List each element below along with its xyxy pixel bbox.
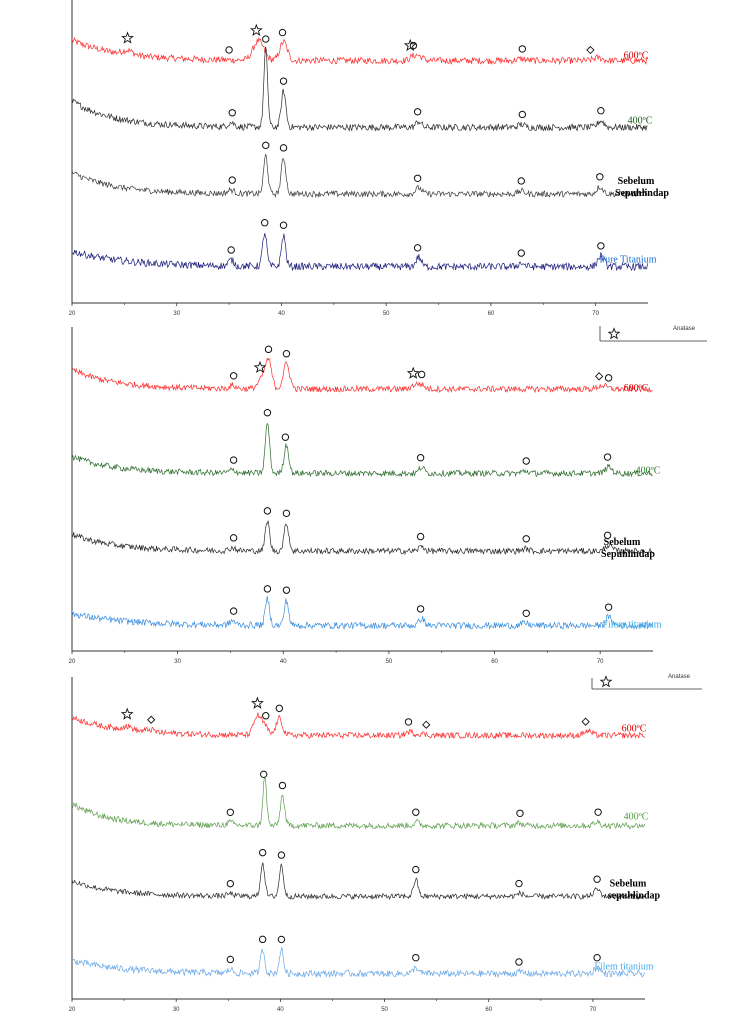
xrd-panel-1	[69, 0, 707, 341]
rutile-circle-marker	[226, 47, 232, 53]
series-1	[72, 698, 647, 739]
series-1	[72, 346, 653, 394]
rutile-circle-marker	[518, 178, 524, 184]
legend	[600, 326, 707, 341]
series-4	[72, 220, 657, 271]
rutile-circle-marker	[227, 880, 233, 886]
x-tick-label: 20	[68, 311, 76, 317]
x-tick-label: 60	[485, 1007, 493, 1013]
rutile-circle-marker	[413, 809, 419, 815]
legend-label: Anatase	[668, 674, 691, 680]
series-label: 400ºC	[627, 115, 653, 127]
rutile-circle-marker	[265, 346, 271, 352]
x-tick-label: 20	[68, 1007, 76, 1013]
diamond-marker	[596, 373, 603, 380]
series-label: 400ºC	[635, 465, 661, 477]
rutile-circle-marker	[279, 782, 285, 788]
series-4	[72, 936, 654, 977]
rutile-circle-marker	[280, 145, 286, 151]
rutile-circle-marker	[417, 533, 423, 539]
x-tick-label: 60	[487, 311, 495, 317]
series-label: 600ºC	[621, 723, 647, 735]
x-tick-label: 40	[277, 1007, 284, 1013]
rutile-circle-marker	[523, 458, 529, 464]
series-1	[72, 25, 649, 64]
rutile-circle-marker	[229, 110, 235, 116]
x-tick-label: 70	[589, 1007, 597, 1013]
series-label: Sebelum Sepuhlindap	[615, 175, 669, 199]
rutile-circle-marker	[261, 220, 267, 226]
series-line	[72, 777, 645, 828]
legend-star-icon	[609, 329, 619, 339]
series-label: Sebelum sepuhlindap	[607, 878, 661, 902]
series-3	[72, 849, 661, 901]
legend-label: Anatase	[673, 326, 696, 332]
rutile-circle-marker	[278, 936, 284, 942]
series-label: 600ºC	[623, 50, 649, 62]
rutile-circle-marker	[417, 606, 423, 612]
x-tick-label: 30	[172, 1007, 180, 1013]
anatase-star-marker	[408, 368, 418, 378]
x-tick-label: 40	[278, 311, 285, 317]
series-line	[72, 38, 648, 64]
rutile-circle-marker	[598, 108, 604, 114]
x-tick-label: 30	[173, 311, 181, 317]
rutile-circle-marker	[283, 587, 289, 593]
rutile-circle-marker	[414, 245, 420, 251]
anatase-star-marker	[251, 25, 262, 35]
rutile-circle-marker	[414, 109, 420, 115]
rutile-circle-marker	[523, 610, 529, 616]
rutile-circle-marker	[516, 880, 522, 886]
series-label: Filem titanium	[594, 961, 654, 973]
rutile-circle-marker	[413, 866, 419, 872]
rutile-circle-marker	[523, 536, 529, 542]
rutile-circle-marker	[605, 375, 611, 381]
series-2	[72, 410, 661, 477]
rutile-circle-marker	[519, 46, 525, 52]
x-tick-label: 40	[279, 659, 287, 665]
rutile-circle-marker	[519, 111, 525, 117]
rutile-circle-marker	[263, 713, 269, 719]
x-tick-label: 50	[385, 659, 393, 665]
rutile-circle-marker	[604, 454, 610, 460]
rutile-circle-marker	[230, 608, 236, 614]
rutile-circle-marker	[518, 250, 524, 256]
legend-star-icon	[601, 677, 611, 687]
series-line	[72, 233, 648, 270]
series-2	[72, 36, 653, 131]
x-tick-label: 20	[68, 659, 76, 665]
rutile-circle-marker	[279, 29, 285, 35]
series-3	[72, 142, 669, 199]
legend	[592, 674, 702, 689]
x-tick-label: 60	[491, 659, 498, 665]
rutile-circle-marker	[594, 954, 600, 960]
series-line	[72, 863, 645, 900]
anatase-star-marker	[122, 33, 132, 43]
rutile-circle-marker	[228, 247, 234, 253]
rutile-circle-marker	[417, 455, 423, 461]
diamond-marker	[587, 47, 594, 54]
series-line	[72, 713, 645, 739]
rutile-circle-marker	[405, 719, 411, 725]
rutile-circle-marker	[230, 457, 236, 463]
rutile-circle-marker	[516, 959, 522, 965]
rutile-circle-marker	[280, 78, 286, 84]
xrd-panel-2	[69, 327, 702, 689]
rutile-circle-marker	[598, 243, 604, 249]
rutile-circle-marker	[230, 373, 236, 379]
rutile-circle-marker	[227, 956, 233, 962]
diamond-marker	[582, 718, 589, 725]
diamond-marker	[423, 721, 430, 728]
rutile-circle-marker	[283, 351, 289, 357]
series-line	[72, 155, 648, 198]
rutile-circle-marker	[263, 36, 269, 42]
rutile-circle-marker	[264, 586, 270, 592]
rutile-circle-marker	[418, 371, 424, 377]
x-tick-label: 70	[592, 311, 599, 317]
series-line	[72, 358, 653, 395]
rutile-circle-marker	[278, 852, 284, 858]
rutile-circle-marker	[517, 810, 523, 816]
rutile-circle-marker	[259, 849, 265, 855]
x-tick-label: 70	[596, 659, 604, 665]
anatase-star-marker	[122, 709, 132, 719]
rutile-circle-marker	[597, 174, 603, 180]
x-tick-label: 50	[382, 311, 390, 317]
rutile-circle-marker	[259, 936, 265, 942]
series-line	[72, 47, 648, 131]
series-label: 400ºC	[623, 811, 649, 823]
series-line	[72, 596, 653, 629]
rutile-circle-marker	[260, 771, 266, 777]
anatase-star-marker	[252, 698, 263, 708]
rutile-circle-marker	[227, 809, 233, 815]
rutile-circle-marker	[413, 954, 419, 960]
series-line	[72, 521, 653, 554]
rutile-circle-marker	[230, 535, 236, 541]
rutile-circle-marker	[282, 434, 288, 440]
rutile-circle-marker	[283, 510, 289, 516]
diamond-marker	[148, 716, 155, 723]
series-line	[72, 424, 653, 477]
series-line	[72, 947, 645, 977]
rutile-circle-marker	[594, 876, 600, 882]
series-label: Filem titanium	[602, 619, 662, 631]
rutile-circle-marker	[263, 142, 269, 148]
series-2	[72, 771, 649, 828]
rutile-circle-marker	[264, 410, 270, 416]
rutile-circle-marker	[229, 177, 235, 183]
rutile-circle-marker	[280, 222, 286, 228]
rutile-circle-marker	[264, 508, 270, 514]
rutile-circle-marker	[276, 705, 282, 711]
series-label: 600ºC	[623, 383, 649, 395]
series-4	[72, 586, 662, 631]
series-3	[72, 508, 655, 560]
series-label: Pure Titanium	[599, 254, 657, 266]
rutile-circle-marker	[414, 175, 420, 181]
xrd-panel-3	[69, 677, 661, 1013]
series-label: Sebelum Sepuhlindap	[601, 537, 655, 561]
x-tick-label: 50	[381, 1007, 388, 1013]
rutile-circle-marker	[605, 604, 611, 610]
rutile-circle-marker	[595, 809, 601, 815]
x-tick-label: 30	[174, 659, 181, 665]
